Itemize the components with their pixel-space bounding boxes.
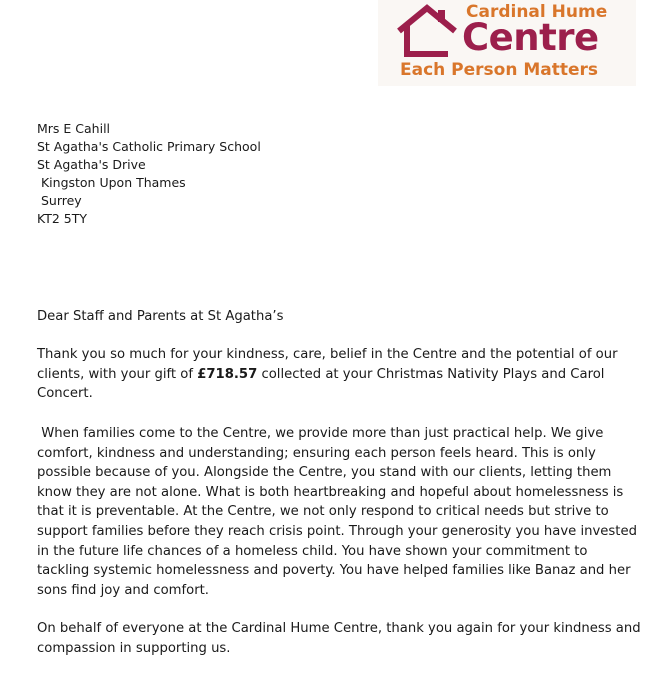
recipient-county: Surrey	[37, 193, 82, 208]
recipient-street: St Agatha's Drive	[37, 157, 146, 172]
house-icon	[394, 4, 460, 58]
logo-text-cardinal-hume: Cardinal Hume	[466, 2, 608, 22]
recipient-address	[37, 120, 261, 228]
recipient-name: Mrs E Cahill	[37, 121, 111, 136]
donation-amount: £718.57	[197, 366, 258, 382]
recipient-postcode: KT2 5TY	[37, 211, 88, 226]
recipient-school: St Agatha's Catholic Primary School	[37, 139, 261, 154]
logo-text-centre: Centre	[462, 16, 599, 59]
para1-text-start: Thank you so much for your kindness, care, belief in the Centre and the potential of our clients, with your gift of	[37, 347, 618, 382]
letter-paragraph-impact: When families come to the Centre, we provide more than just practical help. We give comfort, kindness and understanding; ensuring each person feels heard. This is only possible because of you. Alongside the Centre, you stand with our clients, letting them know they are not alone. What is both heartbreaking and hopeful about homelessness is that it is preventable. At the Centre, we not only respond to critical needs but strive to support families before they reach crisis point. Through your generosity you have invested in the future life chances of a homeless child. You have shown your commitment to tackling systemic homelessness and poverty. You have helped families like Banaz and her sons find joy and comfort.	[37, 426, 642, 598]
recipient-town: Kingston Upon Thames	[37, 175, 186, 190]
para1-text-end: collected at your Christmas Nativity Plays and Carol Concert.	[37, 366, 605, 402]
letter-paragraph-closing: On behalf of everyone at the Cardinal Hume Centre, thank you again for your kindness and compassion in supporting us.	[37, 621, 641, 656]
logo-tagline: Each Person Matters	[400, 60, 599, 80]
letter-paragraph-thanks	[37, 345, 643, 404]
letter-salutation: Dear Staff and Parents at St Agatha’s	[37, 309, 284, 324]
cardinal-hume-logo	[378, 0, 636, 86]
